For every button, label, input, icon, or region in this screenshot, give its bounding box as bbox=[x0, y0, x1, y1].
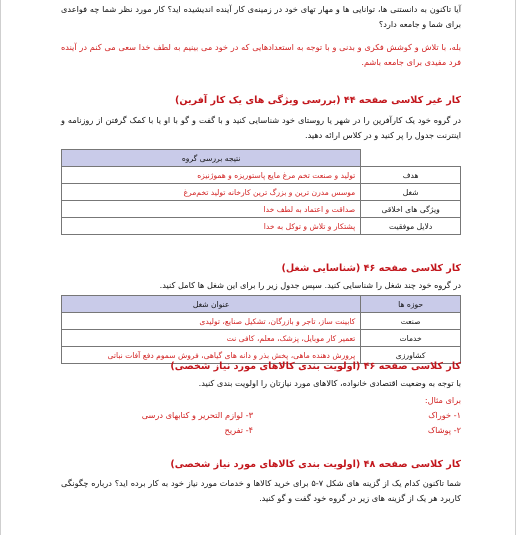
list-item: ۳- لوازم التحریر و کتابهای درسی bbox=[141, 410, 253, 420]
row-label: کشاورزی bbox=[361, 347, 461, 364]
row-label: هدف bbox=[361, 167, 461, 184]
table-header: حوزه ها bbox=[361, 296, 461, 313]
priority-column bbox=[269, 408, 461, 438]
row-label: ویژگی های اخلاقی bbox=[361, 201, 461, 218]
jobs-table bbox=[61, 295, 461, 364]
table-row bbox=[62, 167, 461, 184]
priority-list bbox=[61, 408, 461, 438]
table-row bbox=[62, 184, 461, 201]
table-row bbox=[62, 313, 461, 330]
row-label: شغل bbox=[361, 184, 461, 201]
intro-question: آیا تاکنون به دانستنی ها، توانایی ها و مهار تهای خود در زمینه‌ی کار آینده اندیشیده اید؟ کار مورد نظر شما چه فواعدی برای شما و جامعه دارد؟ bbox=[61, 4, 461, 29]
section-text: در گروه خود چند شغل را شناسایی کنید. سپس جدول زیر را برای این شغل ها کامل کنید. bbox=[159, 280, 461, 290]
row-value: تعمیر کار موبایل، پزشک، معلم، کافی نت bbox=[62, 330, 361, 347]
list-item: ۲- پوشاک bbox=[427, 425, 461, 435]
section-title: کار کلاسی صفحه ۴۸ (اولویت بندی کالاهای مورد نیاز شخصی) bbox=[170, 459, 461, 470]
row-value: کابینت ساز، تاجر و بازرگان، تشکیل صنایع، تولیدی bbox=[62, 313, 361, 330]
entrepreneur-table bbox=[61, 149, 461, 235]
section-text: با توجه به وضعیت اقتصادی خانواده، کالاهای مورد نیازتان را اولویت بندی کنید. bbox=[198, 378, 461, 388]
row-label: خدمات bbox=[361, 330, 461, 347]
table-header-row bbox=[62, 150, 461, 167]
section-entrepreneur bbox=[61, 94, 461, 235]
section-title: کار کلاسی صفحه ۴۶ (اولویت بندی کالاهای مورد نیاز شخصی) bbox=[170, 361, 461, 372]
table-header: نتیجه بررسی گروه bbox=[62, 150, 361, 167]
row-label: صنعت bbox=[361, 313, 461, 330]
example-label: برای مثال: bbox=[424, 395, 461, 405]
row-value: صداقت و اعتماد به لطف خدا bbox=[62, 201, 361, 218]
table-header: عنوان شغل bbox=[62, 296, 361, 313]
intro-block bbox=[61, 2, 461, 70]
list-item: ۴- تفریح bbox=[224, 425, 253, 435]
row-value: پرورش دهنده ماهی، پخش بذر و دانه های گیاهی، فروش سموم دفع آفات نباتی bbox=[62, 347, 361, 364]
empty-cell bbox=[361, 150, 461, 167]
section-jobs bbox=[61, 262, 461, 364]
list-item: ۱- خوراک bbox=[428, 410, 461, 420]
row-value: موسس مدرن ترین و بزرگ ترین کارخانه تولید تخم‌مرغ bbox=[62, 184, 361, 201]
section-text: شما تاکنون کدام یک از گزینه های شکل ۷-۵ برای خرید کالاها و خدمات مورد نیاز خود به کار برده اید؟ درباره چگونگی کاربرد هر یک از گزینه های زیر در گروه خود گفت و گو کنید. bbox=[61, 478, 461, 503]
row-value: پشتکار و تلاش و توکل به خدا bbox=[62, 218, 361, 235]
intro-answer: بله، با تلاش و کوشش فکری و بدنی و با توجه به استعدادهایی که در خود می بینیم به لطف خدا سعی می کنم در آینده فرد مفیدی برای جامعه باشم. bbox=[61, 42, 461, 67]
section-purchase bbox=[61, 458, 461, 506]
section-title: کار غیر کلاسی صفحه ۴۴ (بررسی ویژگی های یک کار آفرین) bbox=[175, 95, 461, 106]
table-row bbox=[62, 218, 461, 235]
table-header-row bbox=[62, 296, 461, 313]
priority-column bbox=[61, 408, 253, 438]
row-value: تولید و صنعت تخم مرغ مایع پاستوریزه و هموژنیزه bbox=[62, 167, 361, 184]
section-priorities bbox=[61, 360, 461, 438]
row-label: دلایل موفقیت bbox=[361, 218, 461, 235]
table-row bbox=[62, 201, 461, 218]
table-row bbox=[62, 330, 461, 347]
section-title: کار کلاسی صفحه ۴۶ (شناسایی شغل) bbox=[281, 263, 461, 274]
section-text: در گروه خود یک کارآفرین را در شهر یا روستای خود شناسایی کنید و با گفت و گو با او یا با کمک گرفتن از روزنامه و اینترنت جدول را پر کنید و در کلاس ارائه دهید. bbox=[61, 115, 461, 140]
